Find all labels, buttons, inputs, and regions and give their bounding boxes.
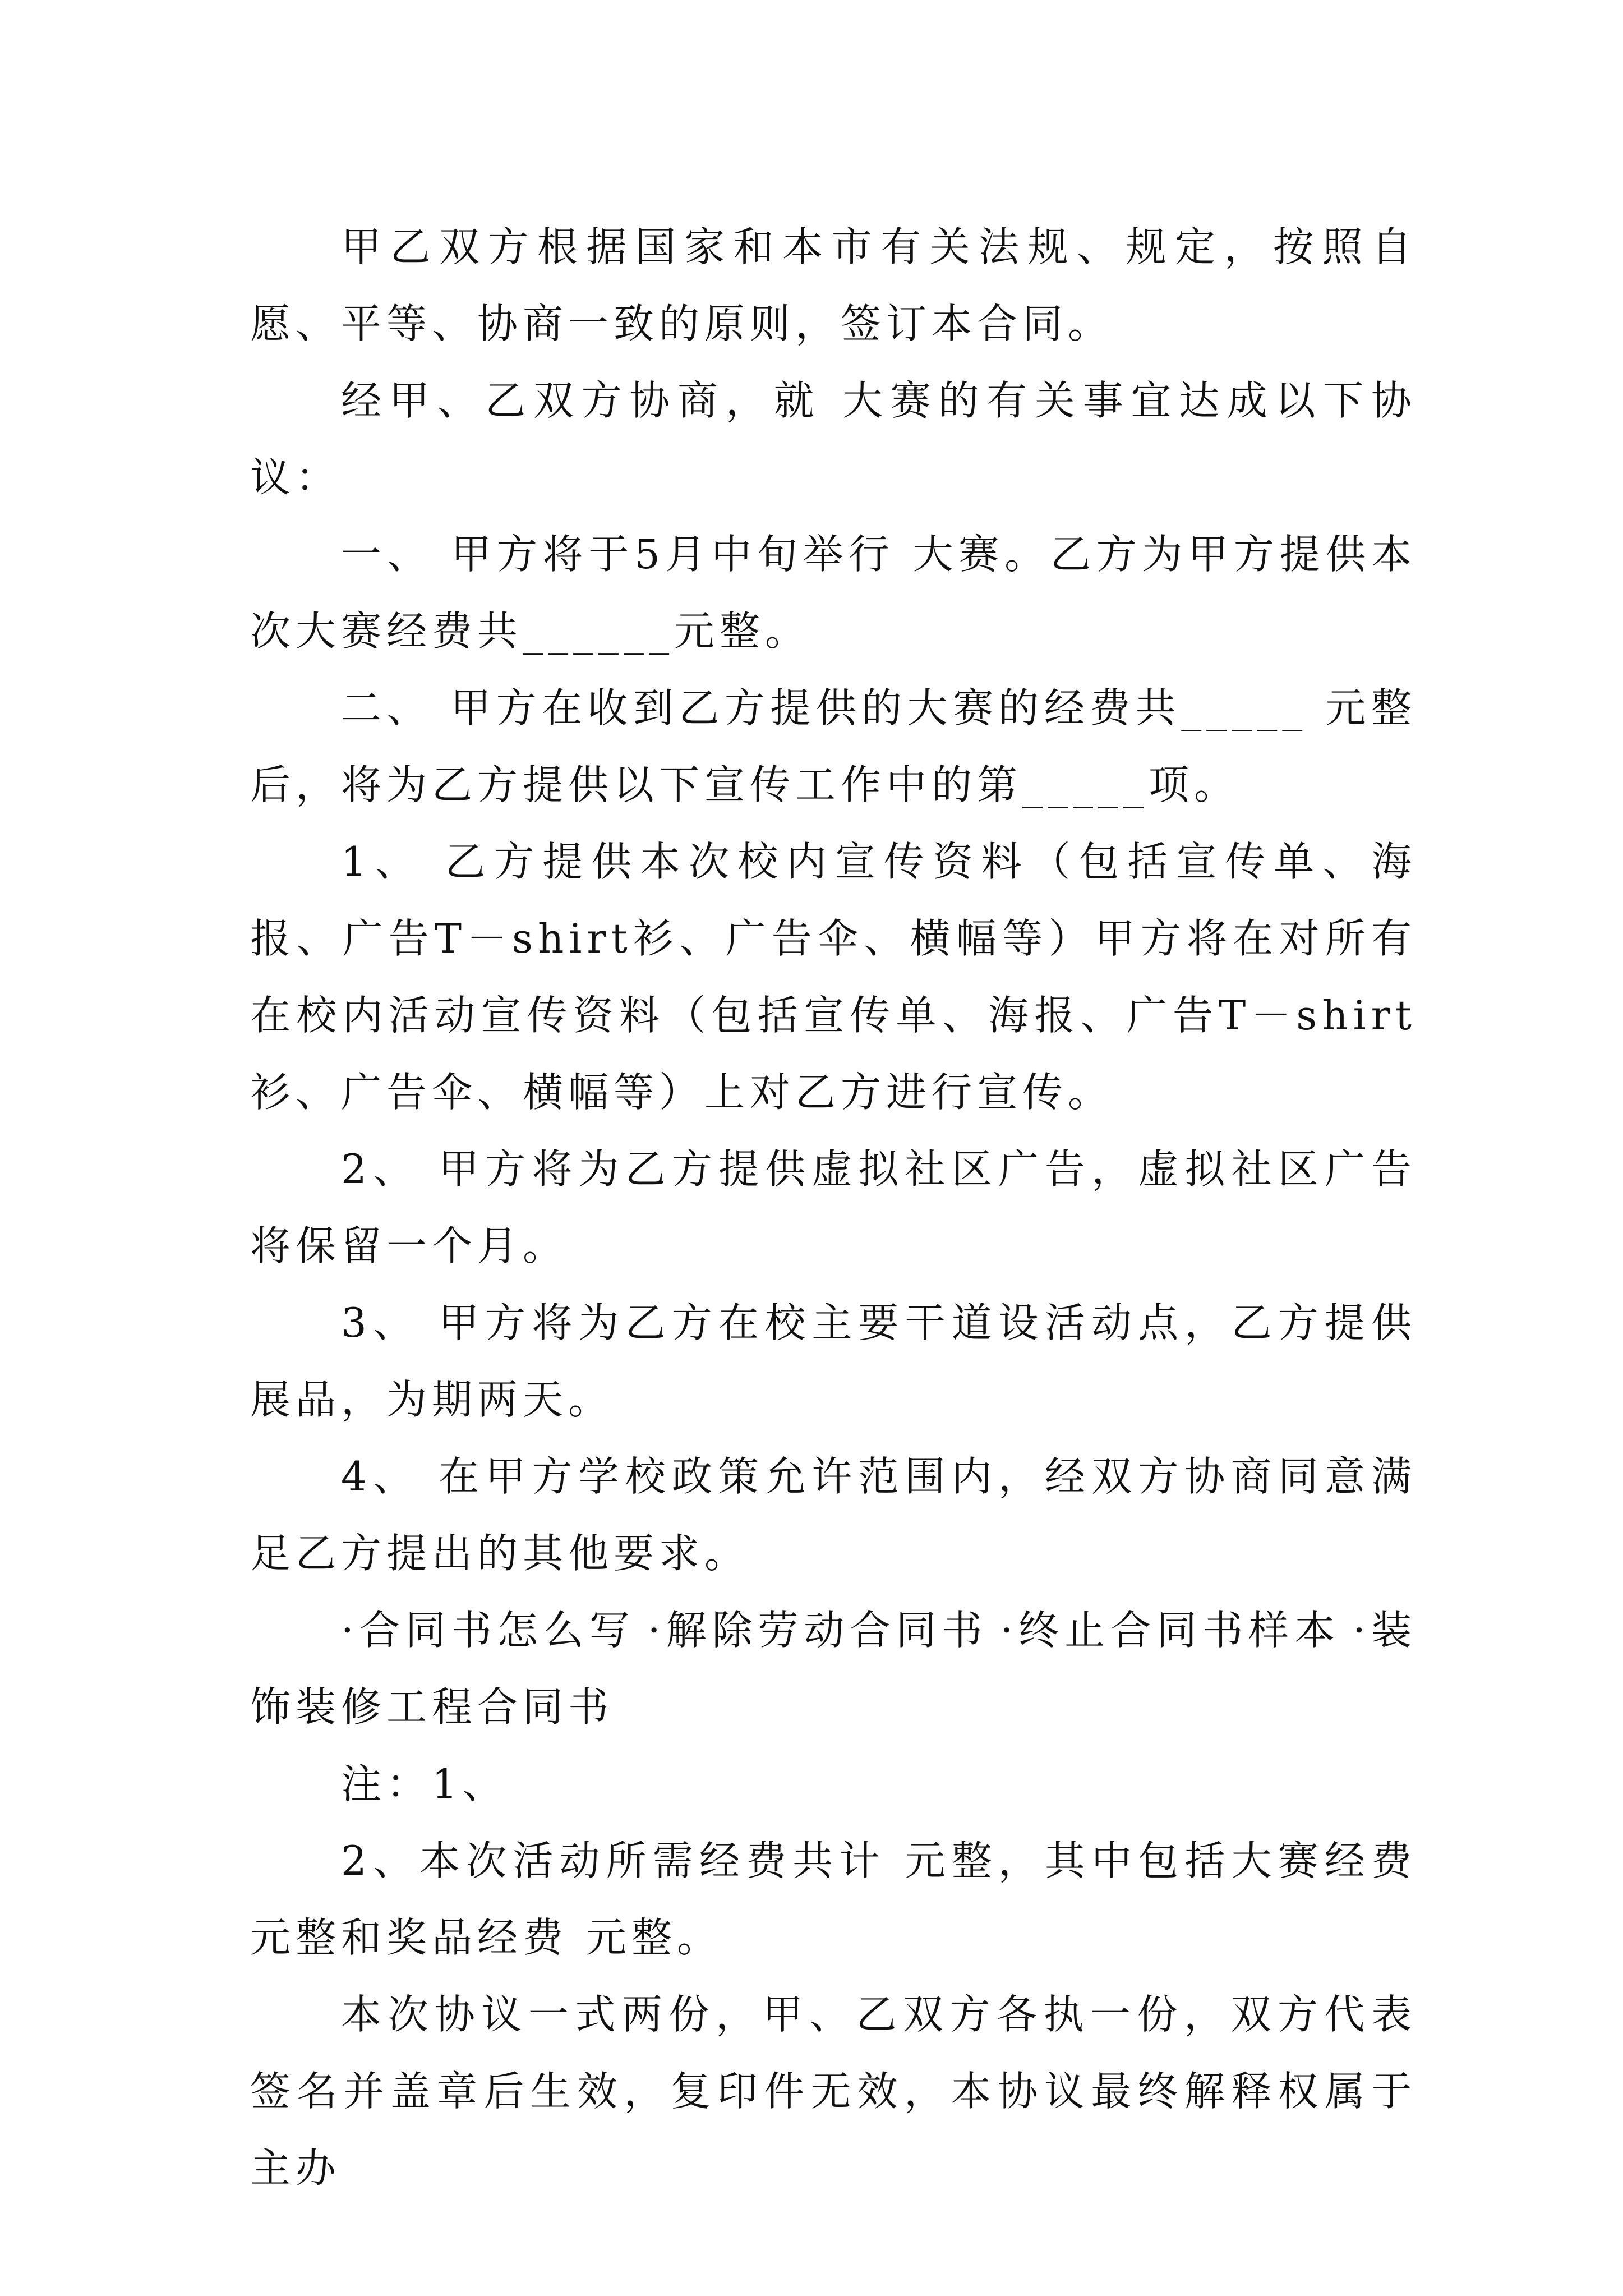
closing-paragraph: 本次协议一式两份，甲、乙双方各执一份，双方代表签名并盖章后生效，复印件无效，本协议最终解释权属于主办: [250, 1991, 1417, 2192]
item-4: 4、 在甲方学校政策允许范围内，经双方协商同意满足乙方提出的其他要求。: [250, 1453, 1417, 1577]
related-link-termination-sample[interactable]: ·终止合同书样本: [1000, 1607, 1341, 1654]
item-3: 3、 甲方将为乙方在校主要干道设活动点，乙方提供展品，为期两天。: [250, 1299, 1417, 1423]
related-link-decoration[interactable]: ·装饰装修工程合同书: [250, 1607, 1417, 1731]
item-2: 2、 甲方将为乙方提供虚拟社区广告，虚拟社区广告将保留一个月。: [250, 1145, 1417, 1269]
clause-two: 二、 甲方在收到乙方提供的大赛的经费共_____ 元整后，将为乙方提供以下宣传工作中的第_____项。: [250, 684, 1417, 808]
clause-one: 一、 甲方将于5月中旬举行 大赛。乙方为甲方提供本次大赛经费共______元整。: [250, 531, 1417, 655]
note-heading: 注：1、: [341, 1760, 508, 1807]
related-links: [250, 1592, 1417, 1746]
related-link-termination-labor[interactable]: ·解除劳动合同书: [647, 1607, 988, 1654]
paragraph-intro: 甲乙双方根据国家和本市有关法规、规定，按照自愿、平等、协商一致的原则，签订本合同。: [250, 223, 1417, 347]
paragraph-agreement: 经甲、乙双方协商，就 大赛的有关事宜达成以下协议：: [250, 377, 1417, 501]
related-link-how-to-write[interactable]: ·合同书怎么写: [341, 1607, 635, 1654]
item-1: 1、 乙方提供本次校内宣传资料（包括宣传单、海报、广告T－shirt衫、广告伞、横幅等）甲方将在对所有在校内活动宣传资料（包括宣传单、海报、广告T－shirt衫、广告伞、横幅等）上对乙方进行宣传。: [250, 838, 1417, 1116]
note-2: 2、本次活动所需经费共计 元整，其中包括大赛经费 元整和奖品经费 元整。: [250, 1837, 1417, 1961]
document-body: [250, 209, 1417, 2207]
